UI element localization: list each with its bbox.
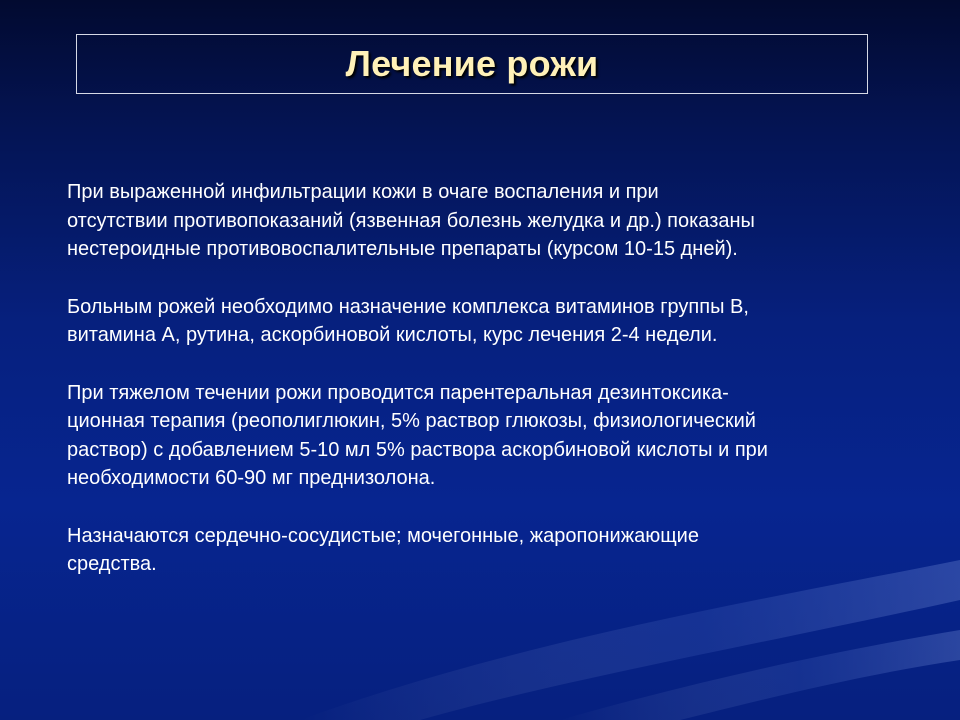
paragraph-nsaid: При выраженной инфильтрации кожи в очаге воспаления и при отсутствии противопоказаний (язвенная болезнь желудка и др.) показаны нестероидные противовоспалительные препараты (курсом 10-15 дней). bbox=[67, 181, 755, 260]
paragraph-vitamins: Больным рожей необходимо назначение комплекса витаминов группы В, витамина А, рутина, аскорбиновой кислоты, курс лечения 2-4 недели. bbox=[67, 295, 749, 346]
paragraph-detox-therapy: При тяжелом течении рожи проводится парентеральная дезинтоксика- ционная терапия (реополиглюкин, 5% раствор глюкозы, физиологический раствор) с добавлением 5-10 мл 5% раствора аскорбиновой кислоты и при необходимости 60-90 мг преднизолона. bbox=[67, 381, 768, 489]
title-frame bbox=[76, 34, 868, 94]
paragraph-symptomatic-drugs: Назначаются сердечно-сосудистые; мочегонные, жаропонижающие средства. bbox=[67, 524, 699, 575]
slide-body bbox=[67, 178, 927, 608]
slide-title: Лечение рожи bbox=[345, 43, 599, 84]
